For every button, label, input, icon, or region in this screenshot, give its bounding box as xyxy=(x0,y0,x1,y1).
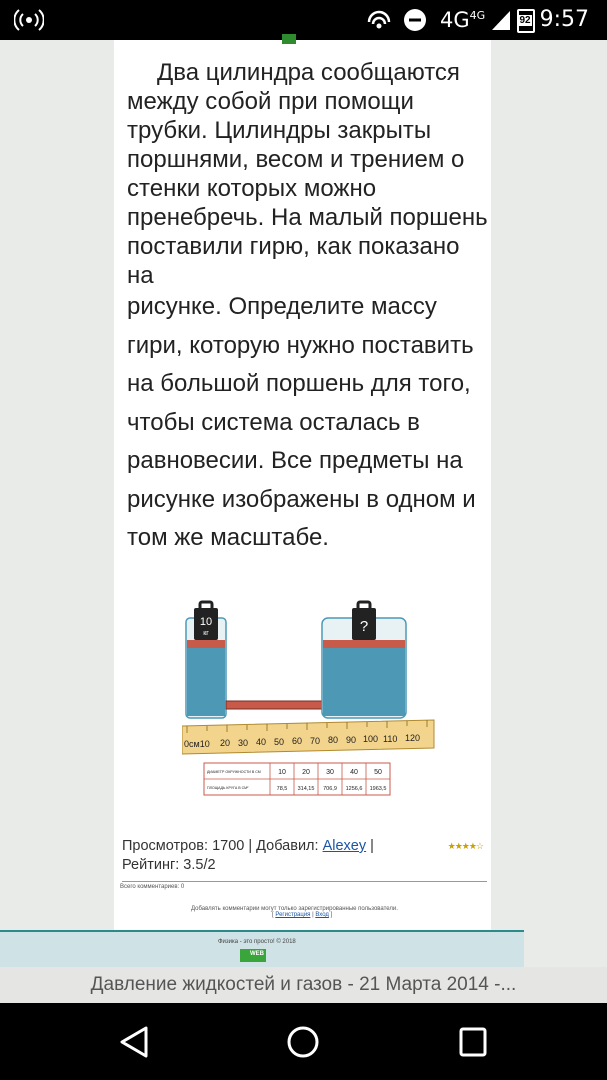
ruler-label: 100 xyxy=(363,734,379,744)
heading-fragment xyxy=(282,34,296,44)
article-meta: Просмотров: 1700 | Добавил: Alexey | Рейтинг: 3.5/2 ★★★★☆ xyxy=(122,837,487,882)
problem-text-part1: Два цилиндра сообщаются между собой при помощи трубки. Цилиндры закрыты поршнями, весом и трением о стенки которых можно пренебречь. На малый поршень поставили гирю, как показано на xyxy=(127,59,488,289)
ruler-label: 30 xyxy=(238,738,249,748)
status-bar xyxy=(0,0,607,40)
table-diameter: 30 xyxy=(326,769,334,776)
table-area: 314,15 xyxy=(297,786,315,792)
table-header-diameter: ДИАМЕТР ОКРУЖНОСТИ В СМ xyxy=(207,770,261,774)
diameter-area-table xyxy=(204,763,390,795)
table-area: 1963,5 xyxy=(369,786,387,792)
rating-stars-icon: ★★★★☆ xyxy=(447,841,483,851)
ruler-label: 0см10 xyxy=(184,739,210,749)
table-diameter: 10 xyxy=(278,769,286,776)
ruler-label: 120 xyxy=(405,733,421,743)
ruler-label: 50 xyxy=(274,737,285,747)
wifi-hotspot-icon xyxy=(365,8,393,32)
network-type: $4G^{4G}$ xyxy=(440,8,486,32)
small-piston xyxy=(187,640,225,648)
footer-copyright: Физика - это просто! © 2018 xyxy=(218,939,296,945)
battery-icon: 92 xyxy=(517,9,535,33)
problem-text-part2: рисунке. Определите массу гири, которую нужно поставить на большой поршень для того, чтобы система осталась в равновесии. Все предметы на рисунке изображены в одном и том же масштабе. xyxy=(127,293,476,551)
comments-total: Всего комментариев: 0 xyxy=(120,884,185,890)
hotspot-icon xyxy=(14,8,44,32)
comments-note: Добавлять комментарии могут только зарегистрированные пользователи. xyxy=(191,906,398,912)
rating-value: 3.5/2 xyxy=(183,857,216,873)
recents-icon[interactable] xyxy=(458,1026,488,1058)
large-piston xyxy=(323,640,405,648)
system-nav-bar xyxy=(0,1003,607,1080)
table-header-area: ПЛОЩАДЬ КРУГА В СМ² xyxy=(207,786,249,790)
register-link[interactable]: Регистрация xyxy=(275,912,311,918)
ruler-label: 70 xyxy=(310,736,321,746)
ruler-label: 40 xyxy=(256,737,267,747)
footer-web-badge[interactable]: WEB xyxy=(240,949,266,962)
views-value: 1700 xyxy=(212,838,245,854)
signal-icon xyxy=(490,8,512,32)
ruler-label: 20 xyxy=(220,738,231,748)
article-page xyxy=(114,40,491,930)
table-area: 78,5 xyxy=(276,786,288,792)
large-cylinder-water xyxy=(323,648,405,716)
rating-label: Рейтинг: xyxy=(122,857,180,873)
clock: 9:57 xyxy=(539,7,589,32)
communicating-vessels-figure xyxy=(182,600,442,800)
do-not-disturb-icon xyxy=(403,8,427,32)
ruler-label: 90 xyxy=(346,735,357,745)
ruler-label: 110 xyxy=(383,734,398,744)
weight-small-label: 10 xyxy=(199,616,213,628)
small-cylinder-water xyxy=(187,648,225,716)
views-label: Просмотров: xyxy=(122,838,209,854)
login-link[interactable]: Вход xyxy=(315,912,329,918)
back-icon[interactable] xyxy=(118,1025,150,1059)
weight-large-label: ? xyxy=(359,618,369,635)
author-link[interactable]: Alexey xyxy=(322,838,367,854)
connecting-tube xyxy=(226,701,326,709)
page-title-bar[interactable]: Давление жидкостей и газов - 21 Марта 2014 -... xyxy=(0,967,607,1003)
table-diameter: 40 xyxy=(350,769,358,776)
home-icon[interactable] xyxy=(286,1025,320,1059)
table-area: 706,9 xyxy=(323,786,337,792)
added-label: Добавил: xyxy=(256,838,319,854)
table-diameter: 20 xyxy=(302,769,310,776)
ruler-label: 80 xyxy=(328,735,339,745)
auth-links: [ Регистрация | Вход ] xyxy=(272,912,333,918)
ruler-label: 60 xyxy=(292,736,303,746)
table-diameter: 50 xyxy=(374,769,382,776)
table-area: 1256,6 xyxy=(345,786,363,792)
weight-small-unit: кг xyxy=(203,630,209,637)
